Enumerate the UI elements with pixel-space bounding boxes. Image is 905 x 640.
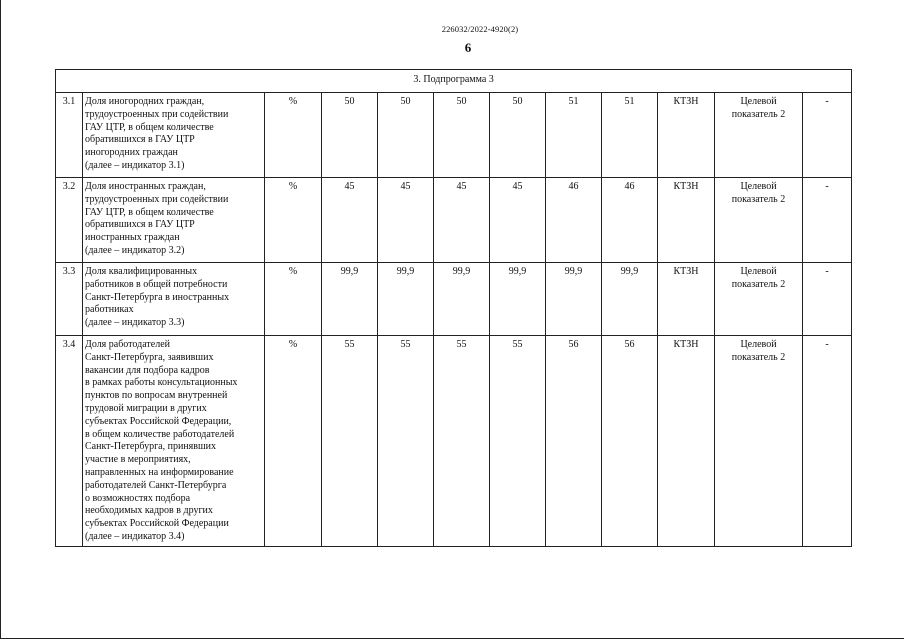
indicator-value: 46 (546, 178, 602, 263)
unit-of-measure: % (265, 178, 322, 263)
unit-of-measure: % (265, 336, 322, 547)
indicator-value: 46 (602, 178, 658, 263)
responsible-executor: КТЗН (658, 263, 715, 336)
indicator-value: 55 (434, 336, 490, 547)
indicator-value: 45 (322, 178, 378, 263)
indicator-value: 45 (490, 178, 546, 263)
responsible-executor: КТЗН (658, 93, 715, 178)
indicator-value: 99,9 (434, 263, 490, 336)
indicator-number: 3.1 (56, 93, 83, 178)
indicator-name: Доля квалифицированных работников в общей потребности Санкт-Петербурга в иностранных работниках (далее – индикатор 3.3) (83, 263, 265, 336)
indicator-value: 45 (378, 178, 434, 263)
indicator-name: Доля работодателей Санкт-Петербурга, заявивших вакансии для подбора кадров в рамках работы консультационных пунктов по вопросам внутренней трудовой миграции в других субъектах Российской Федерации, в общем количестве работодателей Санкт-Петербурга, принявших участие в мероприятиях, направленных на информирование работодателей Санкт-Петербурга о возможностях подбора необходимых кадров в других субъектах Российской Федерации (далее – индикатор 3.4) (83, 336, 265, 547)
indicator-kind: Целевой показатель 2 (715, 93, 803, 178)
indicator-value: 50 (322, 93, 378, 178)
subprogram-header-row (56, 70, 852, 93)
indicator-note: - (803, 93, 852, 178)
indicator-value: 51 (602, 93, 658, 178)
indicator-name: Доля иностранных граждан, трудоустроенных при содействии ГАУ ЦТР, в общем количестве обратившихся в ГАУ ЦТР иностранных граждан (далее – индикатор 3.2) (83, 178, 265, 263)
indicator-note: - (803, 178, 852, 263)
responsible-executor: КТЗН (658, 336, 715, 547)
responsible-executor: КТЗН (658, 178, 715, 263)
indicator-value: 99,9 (378, 263, 434, 336)
indicator-value: 99,9 (602, 263, 658, 336)
indicator-value: 51 (546, 93, 602, 178)
indicator-note: - (803, 263, 852, 336)
indicator-value: 45 (434, 178, 490, 263)
indicator-kind: Целевой показатель 2 (715, 263, 803, 336)
indicator-value: 56 (546, 336, 602, 547)
indicator-value: 99,9 (322, 263, 378, 336)
indicator-kind: Целевой показатель 2 (715, 178, 803, 263)
table-row (56, 93, 852, 178)
table-row (56, 336, 852, 547)
table-row (56, 263, 852, 336)
indicator-value: 56 (602, 336, 658, 547)
unit-of-measure: % (265, 93, 322, 178)
indicators-table (55, 69, 852, 547)
indicator-value: 55 (378, 336, 434, 547)
indicator-number: 3.2 (56, 178, 83, 263)
indicator-value: 99,9 (546, 263, 602, 336)
indicator-number: 3.3 (56, 263, 83, 336)
indicator-name: Доля иногородних граждан, трудоустроенных при содействии ГАУ ЦТР, в общем количестве обратившихся в ГАУ ЦТР иногородних граждан (далее – индикатор 3.1) (83, 93, 265, 178)
indicator-kind: Целевой показатель 2 (715, 336, 803, 547)
unit-of-measure: % (265, 263, 322, 336)
table-row (56, 178, 852, 263)
page-number: 6 (464, 40, 472, 55)
subprogram-title: 3. Подпрограмма 3 (56, 70, 852, 93)
indicator-value: 99,9 (490, 263, 546, 336)
indicator-value: 50 (490, 93, 546, 178)
document-registration-number: 226032/2022-4920(2) (441, 24, 519, 34)
indicator-value: 55 (490, 336, 546, 547)
indicator-note: - (803, 336, 852, 547)
indicator-value: 50 (434, 93, 490, 178)
indicator-number: 3.4 (56, 336, 83, 547)
indicator-value: 55 (322, 336, 378, 547)
indicator-value: 50 (378, 93, 434, 178)
